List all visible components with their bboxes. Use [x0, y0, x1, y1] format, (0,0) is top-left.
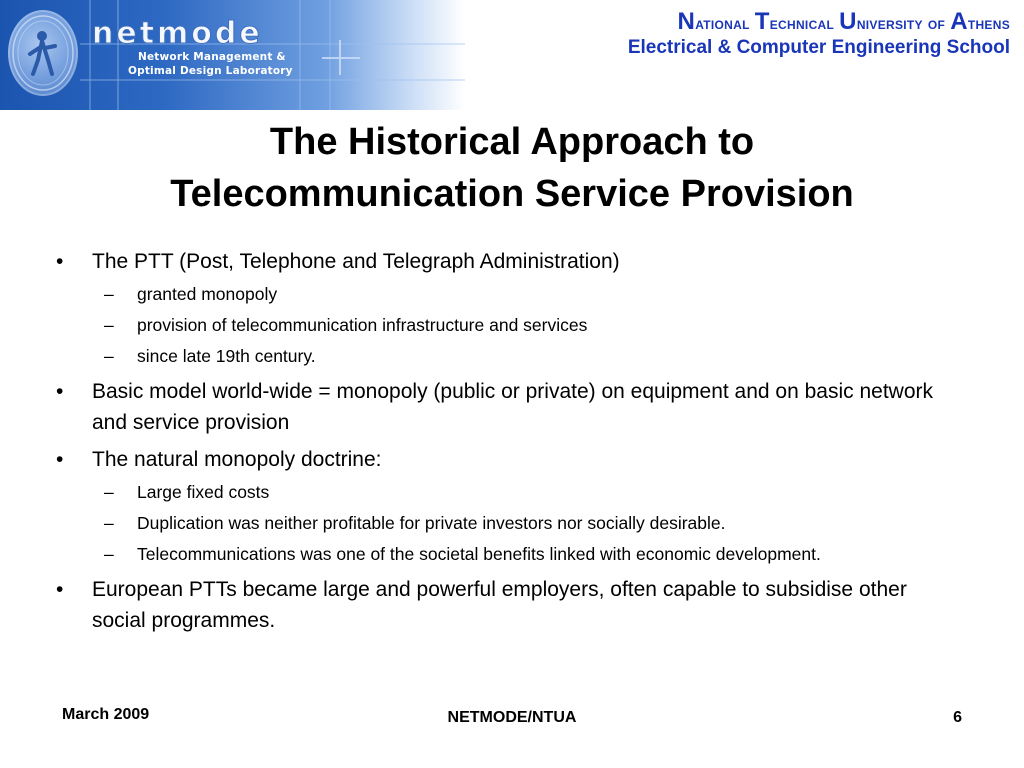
university-header [628, 8, 1010, 59]
sub-bullet-item [56, 281, 956, 307]
sub-bullet-text: granted monopoly [137, 284, 278, 304]
sub-bullet-item [56, 312, 956, 338]
netmode-logo: netmode [92, 16, 263, 51]
sub-bullet-text: Duplication was neither profitable for private investors nor socially desirable. [137, 513, 726, 533]
slide-title-line2: Telecommunication Service Provision [170, 173, 854, 215]
dash-marker: – [104, 513, 114, 533]
bullet-text: European PTTs became large and powerful employers, often capable to subsidise other social programmes. [92, 578, 907, 632]
sub-bullet-text: provision of telecommunication infrastructure and services [137, 315, 588, 335]
dash-marker: – [104, 544, 114, 564]
dash-marker: – [104, 315, 114, 335]
logo-subtitle [128, 50, 318, 78]
sub-bullet-text: Large fixed costs [137, 482, 270, 502]
bullet-marker: • [56, 250, 64, 273]
slide-number: 6 [953, 709, 962, 726]
bullet-item [56, 246, 956, 277]
footer-organization: NETMODE/NTUA [447, 709, 577, 726]
slide-title [0, 116, 1024, 220]
bullet-text: Basic model world-wide = monopoly (public or private) on equipment and on basic network and service provision [92, 380, 934, 434]
bullet-item [56, 444, 956, 475]
dash-marker: – [104, 284, 114, 304]
logo-subtitle-line2: Optimal Design Laboratory [128, 65, 293, 77]
sub-bullet-text: since late 19th century. [137, 346, 316, 366]
header-banner [0, 0, 465, 110]
sub-bullet-item [56, 479, 956, 505]
footer-date: March 2009 [62, 706, 150, 723]
bullet-marker: • [56, 380, 64, 403]
seal-figure-icon [8, 10, 78, 96]
logo-subtitle-line1: Network Management & [138, 51, 286, 63]
slide-title-line1: The Historical Approach to [269, 121, 755, 163]
bullet-marker: • [56, 448, 64, 471]
bullet-text: The natural monopoly doctrine: [92, 448, 382, 471]
university-name: National Technical University of Athens [677, 8, 1010, 35]
university-seal [8, 10, 78, 96]
sub-bullet-item [56, 541, 956, 567]
sub-bullet-text: Telecommunications was one of the societal benefits linked with economic development. [137, 544, 821, 564]
slide-content [56, 246, 956, 642]
dash-marker: – [104, 482, 114, 502]
bullet-text: The PTT (Post, Telephone and Telegraph Administration) [92, 250, 620, 273]
bullet-item [56, 574, 956, 636]
bullet-item [56, 376, 956, 438]
dash-marker: – [104, 346, 114, 366]
bullet-marker: • [56, 578, 64, 601]
school-name: Electrical & Computer Engineering School [627, 37, 1010, 58]
sub-bullet-item [56, 343, 956, 369]
sub-bullet-item [56, 510, 956, 536]
